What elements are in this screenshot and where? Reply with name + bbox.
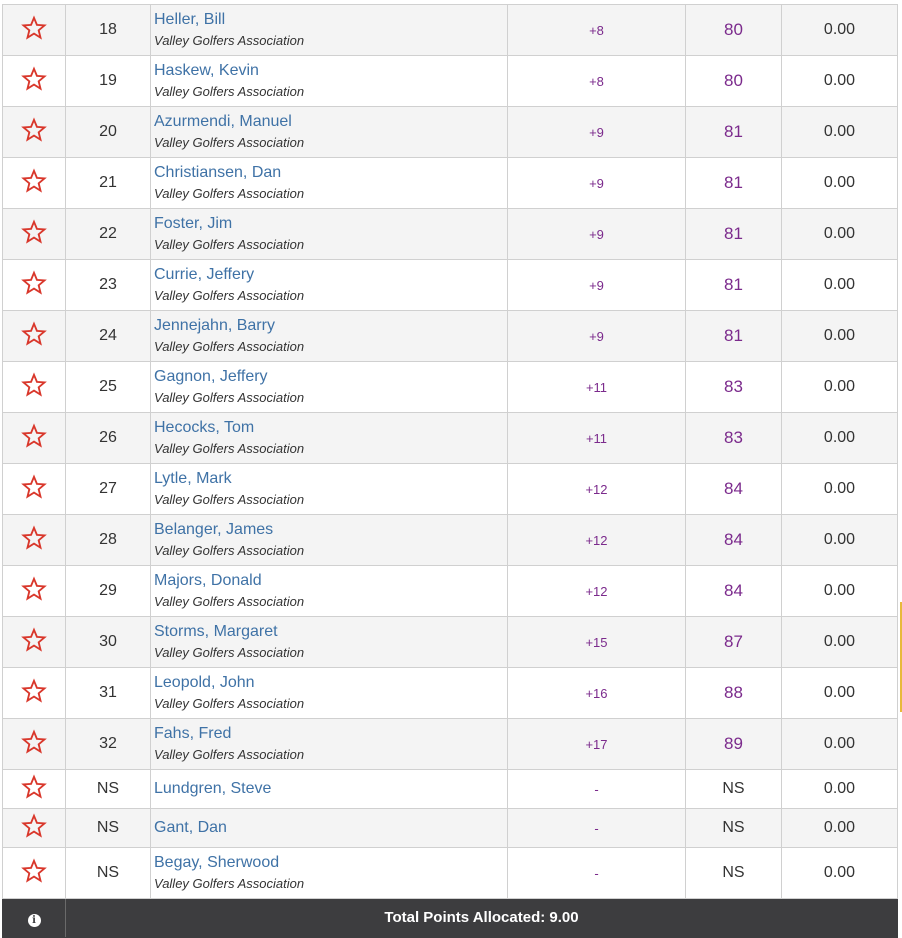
player-cell <box>151 5 508 56</box>
star-outline-icon[interactable] <box>21 372 47 398</box>
favorite-cell <box>3 719 66 770</box>
table-row <box>3 56 898 107</box>
to-par-cell: +9 <box>508 107 686 158</box>
position-cell: 22 <box>66 209 151 260</box>
player-cell <box>151 107 508 158</box>
player-association: Valley Golfers Association <box>154 237 305 252</box>
to-par-cell: +12 <box>508 464 686 515</box>
player-cell <box>151 617 508 668</box>
star-outline-icon[interactable] <box>21 576 47 602</box>
to-par-cell: +16 <box>508 668 686 719</box>
position-cell: 32 <box>66 719 151 770</box>
player-name-link[interactable]: Jennejahn, Barry <box>154 317 275 334</box>
player-association: Valley Golfers Association <box>154 339 305 354</box>
player-association: Valley Golfers Association <box>154 747 305 762</box>
points-cell: 0.00 <box>782 464 898 515</box>
info-icon[interactable]: i <box>28 914 41 927</box>
star-outline-icon[interactable] <box>21 474 47 500</box>
player-name-link[interactable]: Begay, Sherwood <box>154 854 280 871</box>
score-cell: 84 <box>686 566 782 617</box>
position-cell: 25 <box>66 362 151 413</box>
table-row <box>3 260 898 311</box>
player-name-link[interactable]: Fahs, Fred <box>154 725 232 742</box>
points-cell: 0.00 <box>782 809 898 848</box>
player-cell <box>151 770 508 809</box>
score-cell: 81 <box>686 260 782 311</box>
score-cell: 81 <box>686 209 782 260</box>
player-association: Valley Golfers Association <box>154 135 305 150</box>
player-cell <box>151 260 508 311</box>
table-row <box>3 107 898 158</box>
position-cell: 29 <box>66 566 151 617</box>
position-cell: 31 <box>66 668 151 719</box>
star-outline-icon[interactable] <box>21 219 47 245</box>
position-cell: 27 <box>66 464 151 515</box>
points-cell: 0.00 <box>782 848 898 899</box>
player-association: Valley Golfers Association <box>154 84 305 99</box>
position-cell: 26 <box>66 413 151 464</box>
player-name-link[interactable]: Lytle, Mark <box>154 470 232 487</box>
points-cell: 0.00 <box>782 719 898 770</box>
footer-info-cell <box>3 899 66 938</box>
player-association: Valley Golfers Association <box>154 288 305 303</box>
table-row <box>3 413 898 464</box>
table-row <box>3 848 898 899</box>
to-par-cell: +9 <box>508 209 686 260</box>
star-outline-icon[interactable] <box>21 525 47 551</box>
total-points-label: Total Points Allocated: 9.00 <box>66 899 898 938</box>
position-cell: 20 <box>66 107 151 158</box>
player-name-link[interactable]: Heller, Bill <box>154 11 226 28</box>
score-cell: 88 <box>686 668 782 719</box>
position-cell: NS <box>66 770 151 809</box>
favorite-cell <box>3 311 66 362</box>
star-outline-icon[interactable] <box>21 15 47 41</box>
score-cell: NS <box>686 848 782 899</box>
to-par-cell: +17 <box>508 719 686 770</box>
table-row <box>3 158 898 209</box>
player-association: Valley Golfers Association <box>154 876 305 891</box>
favorite-cell <box>3 668 66 719</box>
points-cell: 0.00 <box>782 260 898 311</box>
score-cell: 81 <box>686 311 782 362</box>
to-par-cell: +9 <box>508 158 686 209</box>
score-cell: 81 <box>686 158 782 209</box>
position-cell: 23 <box>66 260 151 311</box>
to-par-cell: +15 <box>508 617 686 668</box>
player-cell <box>151 809 508 848</box>
position-cell: 28 <box>66 515 151 566</box>
player-cell <box>151 413 508 464</box>
star-outline-icon[interactable] <box>21 729 47 755</box>
player-cell <box>151 362 508 413</box>
favorite-cell <box>3 617 66 668</box>
player-cell <box>151 668 508 719</box>
table-row <box>3 809 898 848</box>
to-par-cell: +8 <box>508 56 686 107</box>
points-cell: 0.00 <box>782 515 898 566</box>
player-name-link[interactable]: Belanger, James <box>154 521 274 538</box>
to-par-cell: +9 <box>508 260 686 311</box>
player-name-link[interactable]: Gagnon, Jeffery <box>154 368 268 385</box>
score-cell: 83 <box>686 413 782 464</box>
score-cell: 84 <box>686 464 782 515</box>
player-name-link[interactable]: Azurmendi, Manuel <box>154 113 292 130</box>
table-row <box>3 362 898 413</box>
position-cell: 18 <box>66 5 151 56</box>
to-par-cell: +11 <box>508 362 686 413</box>
points-cell: 0.00 <box>782 362 898 413</box>
player-association: Valley Golfers Association <box>154 645 305 660</box>
favorite-cell <box>3 362 66 413</box>
points-cell: 0.00 <box>782 5 898 56</box>
score-cell: 81 <box>686 107 782 158</box>
score-cell: 89 <box>686 719 782 770</box>
leaderboard-body <box>3 5 898 938</box>
to-par-cell: +11 <box>508 413 686 464</box>
table-row <box>3 770 898 809</box>
points-cell: 0.00 <box>782 770 898 809</box>
to-par-cell: +9 <box>508 311 686 362</box>
table-row <box>3 719 898 770</box>
favorite-cell <box>3 56 66 107</box>
favorite-cell <box>3 566 66 617</box>
star-outline-icon[interactable] <box>21 774 47 800</box>
favorite-cell <box>3 107 66 158</box>
star-outline-icon[interactable] <box>21 423 47 449</box>
player-association: Valley Golfers Association <box>154 696 305 711</box>
points-cell: 0.00 <box>782 566 898 617</box>
player-cell <box>151 464 508 515</box>
player-name-link[interactable]: Lundgren, Steve <box>154 780 272 797</box>
points-cell: 0.00 <box>782 107 898 158</box>
points-cell: 0.00 <box>782 617 898 668</box>
favorite-cell <box>3 209 66 260</box>
position-cell: 24 <box>66 311 151 362</box>
table-row <box>3 566 898 617</box>
to-par-cell: - <box>508 809 686 848</box>
points-cell: 0.00 <box>782 311 898 362</box>
points-cell: 0.00 <box>782 158 898 209</box>
star-outline-icon[interactable] <box>21 321 47 347</box>
to-par-cell: +12 <box>508 515 686 566</box>
score-cell: 83 <box>686 362 782 413</box>
player-cell <box>151 566 508 617</box>
player-cell <box>151 209 508 260</box>
table-row <box>3 209 898 260</box>
score-cell: 87 <box>686 617 782 668</box>
table-row <box>3 617 898 668</box>
position-cell: 19 <box>66 56 151 107</box>
position-cell: NS <box>66 809 151 848</box>
player-cell <box>151 158 508 209</box>
favorite-cell <box>3 848 66 899</box>
table-row <box>3 515 898 566</box>
player-name-link[interactable]: Foster, Jim <box>154 215 233 232</box>
star-outline-icon[interactable] <box>21 168 47 194</box>
favorite-cell <box>3 464 66 515</box>
star-outline-icon[interactable] <box>21 66 47 92</box>
score-cell: NS <box>686 809 782 848</box>
player-cell <box>151 515 508 566</box>
favorite-cell <box>3 158 66 209</box>
favorite-cell <box>3 5 66 56</box>
player-association: Valley Golfers Association <box>154 186 305 201</box>
favorite-cell <box>3 809 66 848</box>
player-cell <box>151 848 508 899</box>
leaderboard-table <box>2 4 898 938</box>
player-name-link[interactable]: Majors, Donald <box>154 572 262 589</box>
player-name-link[interactable]: Hecocks, Tom <box>154 419 255 436</box>
player-association: Valley Golfers Association <box>154 441 305 456</box>
table-footer <box>3 899 898 938</box>
player-name-link[interactable]: Haskew, Kevin <box>154 62 259 79</box>
player-association: Valley Golfers Association <box>154 492 305 507</box>
player-cell <box>151 719 508 770</box>
star-outline-icon[interactable] <box>21 117 47 143</box>
player-cell <box>151 311 508 362</box>
to-par-cell: +8 <box>508 5 686 56</box>
table-row <box>3 5 898 56</box>
table-row <box>3 668 898 719</box>
to-par-cell: - <box>508 848 686 899</box>
favorite-cell <box>3 413 66 464</box>
favorite-cell <box>3 770 66 809</box>
player-association: Valley Golfers Association <box>154 33 305 48</box>
score-cell: 80 <box>686 5 782 56</box>
table-row <box>3 464 898 515</box>
player-association: Valley Golfers Association <box>154 594 305 609</box>
favorite-cell <box>3 260 66 311</box>
player-association: Valley Golfers Association <box>154 390 305 405</box>
table-row <box>3 311 898 362</box>
score-cell: 80 <box>686 56 782 107</box>
star-outline-icon[interactable] <box>21 627 47 653</box>
player-name-link[interactable]: Leopold, John <box>154 674 255 691</box>
player-name-link[interactable]: Gant, Dan <box>154 819 227 836</box>
points-cell: 0.00 <box>782 56 898 107</box>
position-cell: 30 <box>66 617 151 668</box>
star-outline-icon[interactable] <box>21 813 47 839</box>
to-par-cell: - <box>508 770 686 809</box>
score-cell: 84 <box>686 515 782 566</box>
points-cell: 0.00 <box>782 209 898 260</box>
favorite-cell <box>3 515 66 566</box>
star-outline-icon[interactable] <box>21 678 47 704</box>
star-outline-icon[interactable] <box>21 858 47 884</box>
player-name-link[interactable]: Christiansen, Dan <box>154 164 282 181</box>
points-cell: 0.00 <box>782 413 898 464</box>
star-outline-icon[interactable] <box>21 270 47 296</box>
points-cell: 0.00 <box>782 668 898 719</box>
to-par-cell: +12 <box>508 566 686 617</box>
player-name-link[interactable]: Storms, Margaret <box>154 623 278 640</box>
position-cell: NS <box>66 848 151 899</box>
score-cell: NS <box>686 770 782 809</box>
position-cell: 21 <box>66 158 151 209</box>
player-name-link[interactable]: Currie, Jeffery <box>154 266 255 283</box>
player-association: Valley Golfers Association <box>154 543 305 558</box>
player-cell <box>151 56 508 107</box>
